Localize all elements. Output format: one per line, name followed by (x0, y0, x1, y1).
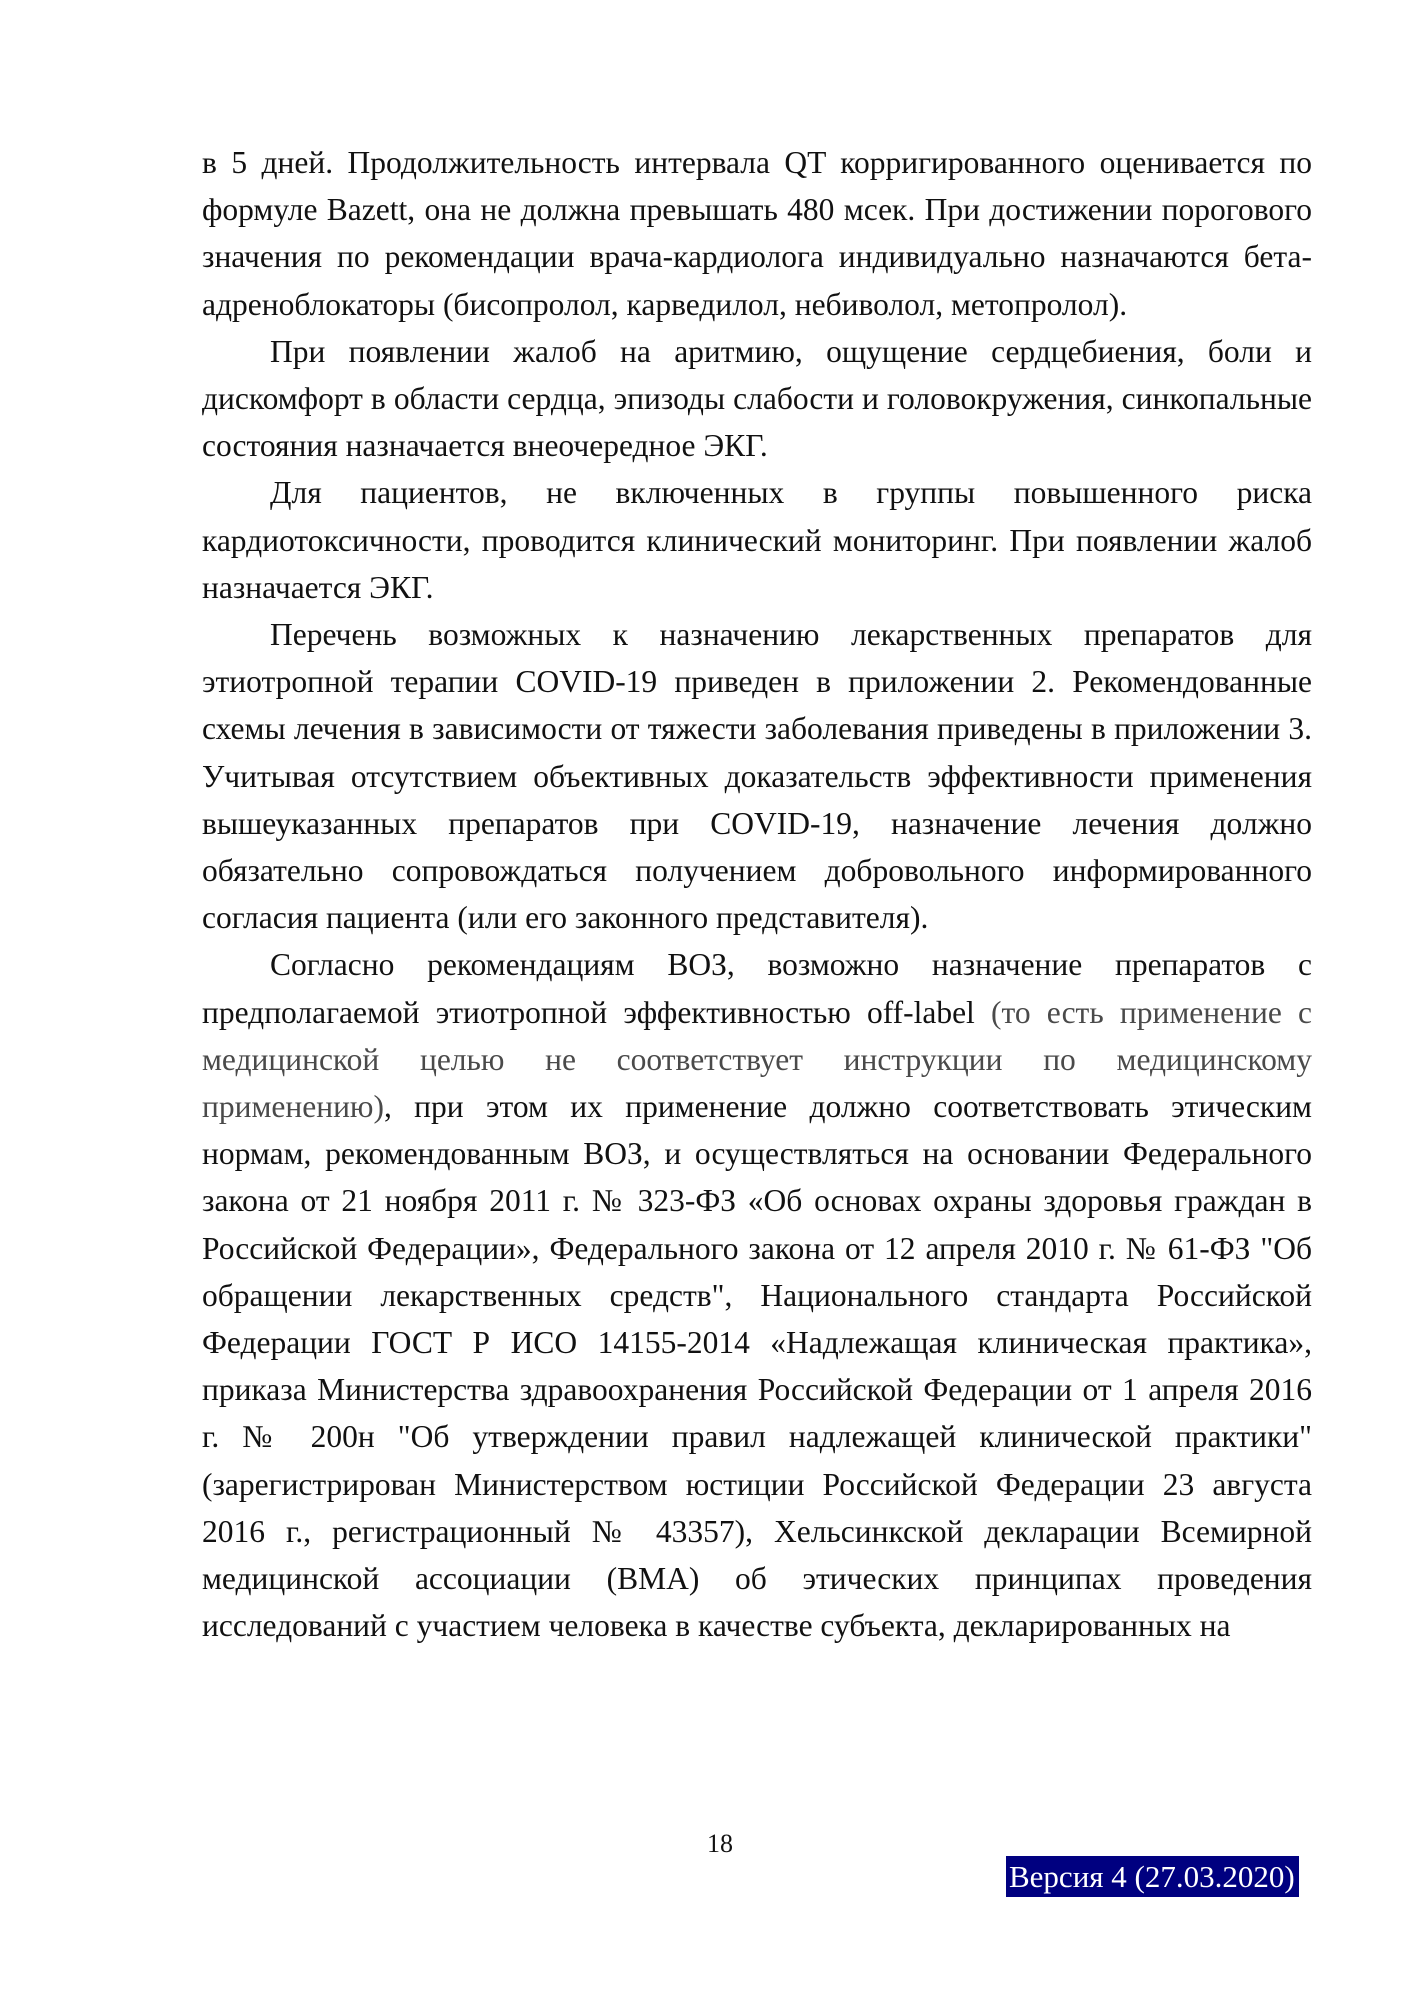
off-label-explanation: (то есть применение с медицинской целью не соответствует инструкции по медицинскому применению) (202, 994, 1312, 1125)
paragraph-arrhythmia-complaints: При появлении жалоб на аритмию, ощущение сердцебиения, боли и дискомфорт в области сердца, эпизоды слабости и головокружения, синкопальные состояния назначается внеочередное ЭКГ. (202, 333, 1312, 464)
paragraph-qt-interval: в 5 дней. Продолжительность интервала QT корригированного оценивается по формуле Bazett, она не должна превышать 480 мсек. При достижении порогового значения по рекомендации врача-кардиолога индивидуально назначаются бета-адреноблокаторы (бисопролол, карведилол, небиволол, метопролол). (202, 145, 1312, 322)
paragraph-drug-list: Перечень возможных к назначению лекарственных препаратов для этиотропной терапии COVID-19 приведен в приложении 2. Рекомендованные схемы лечения в зависимости от тяжести заболевания приведены в приложении 3. Учитывая отсутствием объективных доказательств эффективности применения вышеуказанных препаратов при COVID-19, назначение лечения должно обязательно сопровождаться получением добровольного информированного согласия пациента (или его законного представителя). (202, 617, 1312, 936)
version-badge: Версия 4 (27.03.2020) (1006, 1856, 1299, 1897)
page-number: 18 (707, 1829, 733, 1858)
page-body (202, 139, 1312, 1650)
paragraph-clinical-monitoring: Для пациентов, не включенных в группы повышенного риска кардиотоксичности, проводится клинический мониторинг. При появлении жалоб назначается ЭКГ. (202, 475, 1312, 605)
paragraph-who-recommendations (202, 941, 1312, 1649)
who-text-after: , при этом их применение должно соответствовать этическим нормам, рекомендованным ВОЗ, и осуществляться на основании Федерального закона от 21 ноября 2011 г. № 323-ФЗ «Об основах охраны здоровья граждан в Российской Федерации», Федерального закона от 12 апреля 2010 г. № 61-ФЗ "Об обращении лекарственных средств", Национального стандарта Российской Федерации ГОСТ Р ИСО 14155-2014 «Надлежащая клиническая практика», приказа Министерства здравоохранения Российской Федерации от 1 апреля 2016 г. № 200н "Об утверждении правил надлежащей клинической практики" (зарегистрирован Министерством юстиции Российской Федерации 23 августа 2016 г., регистрационный № 43357), Хельсинкской декларации Всемирной медицинской ассоциации (ВМА) об этических принципах проведения исследований с участием человека в качестве субъекта, декларированных на (202, 1089, 1312, 1644)
who-text-before: Согласно рекомендациям ВОЗ, возможно назначение препаратов с предполагаемой этиотропной эффективностью off-label (202, 947, 1312, 1030)
